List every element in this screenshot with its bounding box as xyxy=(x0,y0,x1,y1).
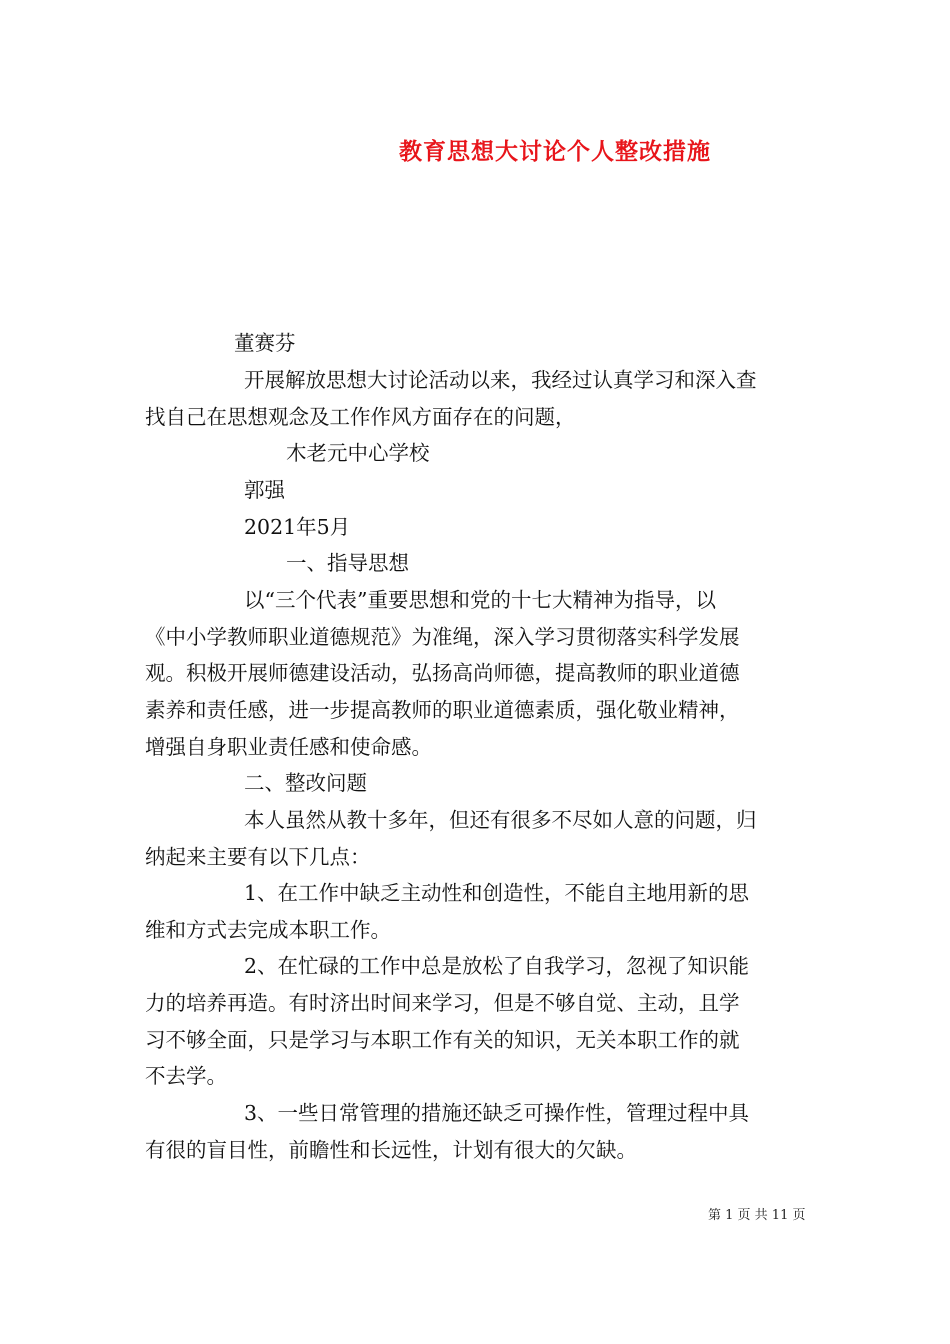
section-1-line: 观。积极开展师德建设活动，弘扬高尚师德，提高教师的职业道德 xyxy=(145,661,740,685)
section-1-heading: 一、指导思想 xyxy=(286,551,409,575)
intro-line-1: 开展解放思想大讨论活动以来，我经过认真学习和深入查 xyxy=(244,368,757,392)
section-1-line: 以“三个代表”重要思想和党的十七大精神为指导，以 xyxy=(244,588,716,612)
item-3-line: 有很的盲目性，前瞻性和长远性，计划有很大的欠缺。 xyxy=(145,1138,637,1162)
section-2-heading: 二、整改问题 xyxy=(244,771,367,795)
item-2-line: 2、在忙碌的工作中总是放松了自我学习，忽视了知识能 xyxy=(244,954,750,978)
section-2-intro-line: 纳起来主要有以下几点： xyxy=(145,845,371,869)
item-2-line: 力的培养再造。有时济出时间来学习，但是不够自觉、主动，且学 xyxy=(145,991,740,1015)
section-2-intro-line: 本人虽然从教十多年，但还有很多不尽如人意的问题，归 xyxy=(244,808,757,832)
item-2-line: 不去学。 xyxy=(145,1064,227,1088)
section-1-line: 增强自身职业责任感和使命感。 xyxy=(145,735,432,759)
document-title: 教育思想大讨论个人整改措施 xyxy=(399,139,711,165)
intro-line-2: 找自己在思想观念及工作作风方面存在的问题， xyxy=(145,405,576,429)
section-1-line: 素养和责任感，进一步提高教师的职业道德素质，强化敬业精神， xyxy=(145,698,740,722)
item-1-line: 维和方式去完成本职工作。 xyxy=(145,918,391,942)
page-number: 第 1 页 共 11 页 xyxy=(708,1208,806,1223)
item-2-line: 习不够全面，只是学习与本职工作有关的知识，无关本职工作的就 xyxy=(145,1028,740,1052)
item-1-line: 1、在工作中缺乏主动性和创造性，不能自主地用新的思 xyxy=(244,881,750,905)
person-name: 郭强 xyxy=(244,478,285,502)
item-3-line: 3、一些日常管理的措施还缺乏可操作性，管理过程中具 xyxy=(244,1101,750,1125)
document-date: 2021年5月 xyxy=(244,515,351,539)
school-name: 木老元中心学校 xyxy=(286,441,430,465)
author-name: 董赛芬 xyxy=(234,331,296,355)
section-1-line: 《中小学教师职业道德规范》为准绳，深入学习贯彻落实科学发展 xyxy=(145,625,740,649)
